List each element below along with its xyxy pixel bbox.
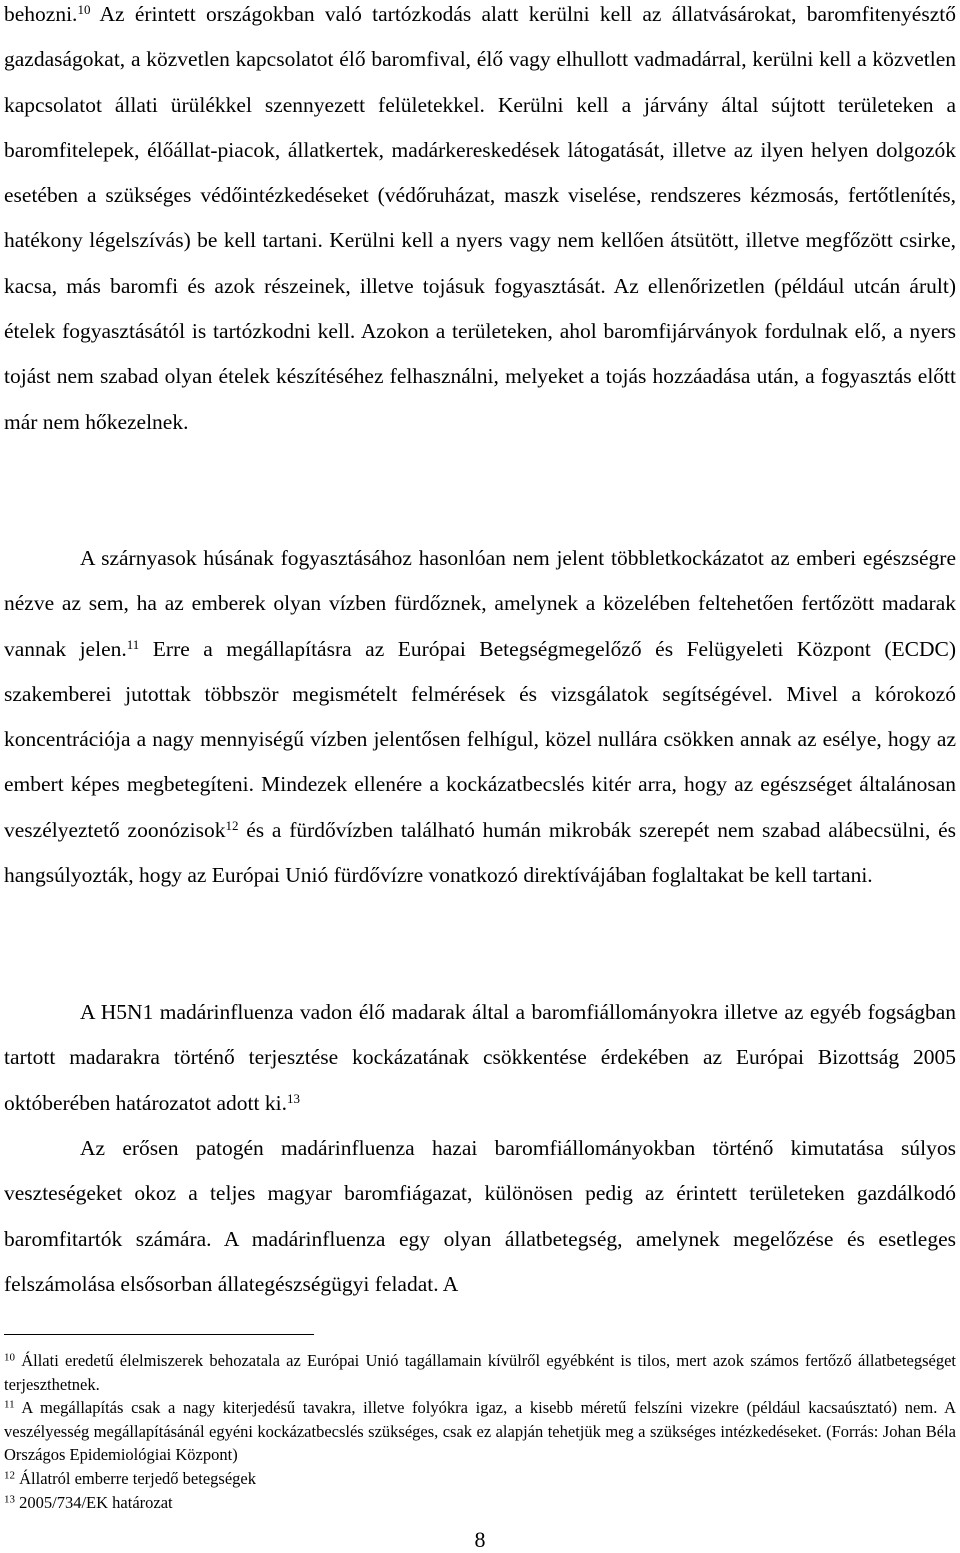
- paragraph-1: [4, 0, 956, 445]
- footnote-text: Állatról emberre terjedő betegségek: [15, 1469, 256, 1488]
- footnote-12: [4, 1467, 956, 1491]
- footnote-11: [4, 1396, 956, 1467]
- footnote-number: 13: [4, 1493, 15, 1506]
- footnote-ref-10[interactable]: 10: [77, 1, 91, 17]
- paragraph-4: [4, 1126, 956, 1307]
- paragraph-4-text: Az erősen patogén madárinfluenza hazai baromfiállományokban történő kimutatása súlyos veszteségeket okoz a teljes magyar baromfiágazat, különösen pedig az érintett területeken gazdálkodó baromfitartók számára. A madárinfluenza egy olyan állatbetegség, amelynek megelőzése és esetleges felszámolása elsősorban állategészségügyi feladat. A: [4, 1136, 956, 1296]
- footnote-number: 10: [4, 1351, 15, 1364]
- footnote-text: Állati eredetű élelmiszerek behozatala az Európai Unió tagállamain kívülről egyébként is tilos, mert azok számos fertőző állatbetegséget terjeszthetnek.: [4, 1351, 956, 1394]
- paragraph-2: [4, 536, 956, 898]
- footnote-separator: [4, 1334, 314, 1335]
- paragraph-2-text-b: Erre a megállapításra az Európai Betegségmegelőző és Felügyeleti Központ (ECDC) szakemberei jutottak többször megismételt felmérések és vizsgálatok segítségével. Mivel a kórokozó koncentrációja a nagy mennyiségű vízben jelentősen felhígul, közel nullára csökken annak az esélye, hogy az embert képes megbetegíteni. Mindezek ellenére a kockázatbecslés kitér arra, hogy az egészséget általánosan veszélyeztető zoonózisok: [4, 636, 957, 842]
- footnote-ref-11[interactable]: 11: [126, 636, 140, 652]
- paragraph-2-text-c: és a fürdővízben található humán mikrobák szerepét nem szabad alábecsülni, és hangsúlyozták, hogy az Európai Unió fürdővízre vonatkozó direktívájában foglaltakat be kell tartani.: [4, 817, 956, 888]
- paragraph-3: [4, 990, 956, 1126]
- page-number: 8: [474, 1527, 486, 1552]
- paragraph-2-text-a: A szárnyasok húsának fogyasztásához hasonlóan nem jelent többletkockázatot az emberi egészségre nézve az sem, ha az emberek olyan vízben fürdőznek, amelynek a közelében feltehetően fertőzött madarak vannak jelen.: [4, 546, 956, 661]
- footnote-number: 11: [4, 1398, 15, 1411]
- footnote-text: A megállapítás csak a nagy kiterjedésű tavakra, illetve folyókra igaz, a kisebb méretű felszíni vizekre (például kacsaúsztató) nem. A veszélyesség megállapításánál egyéni kockázatbecslés szükséges, csak ez alapján tehetjük meg a szükséges intézkedéseket. (Forrás: Johan Béla Országos Epidemiológiai Központ): [4, 1398, 956, 1465]
- footnote-10: [4, 1349, 956, 1396]
- footnote-ref-13[interactable]: 13: [286, 1090, 300, 1106]
- footnote-ref-12[interactable]: 12: [225, 817, 239, 833]
- footnote-text: 2005/734/EK határozat: [15, 1493, 173, 1512]
- paragraph-1-text-a: behozni.: [4, 2, 78, 26]
- footnote-number: 12: [4, 1469, 15, 1482]
- footnote-13: [4, 1491, 956, 1515]
- paragraph-3-text: A H5N1 madárinfluenza vadon élő madarak által a baromfiállományokra illetve az egyéb fogságban tartott madarakra történő terjesztése kockázatának csökkentése érdekében az Európai Bizottság 2005 októberében határozatot adott ki.: [4, 1000, 956, 1115]
- paragraph-1-text-b: Az érintett országokban való tartózkodás alatt kerülni kell az állatvásárokat, baromfitenyésztő gazdaságokat, a közvetlen kapcsolatot élő baromfival, élő vagy elhullott vadmadárral, kerülni kell a közvetlen kapcsolatot állati ürülékkel szennyezett felületekkel. Kerülni kell a járvány által sújtott területeken a baromfitelepek, élőállat-piacok, állatkertek, madárkereskedések látogatását, illetve az ilyen helyen dolgozók esetében a szükséges védőintézkedéseket (védőruházat, maszk viselése, rendszeres kézmosás, fertőtlenítés, hatékony légelszívás) be kell tartani. Kerülni kell a nyers vagy nem kellően átsütött, illetve megfőzött csirke, kacsa, más baromfi és azok részeinek, illetve tojásuk fogyasztását. Az ellenőrizetlen (például utcán árult) ételek fogyasztásától is tartózkodni kell. Azokon a területeken, ahol baromfijárványok fordulnak elő, a nyers tojást nem szabad olyan ételek készítéséhez felhasználni, melyeket a tojás hozzáadása után, a fogyasztás előtt már nem hőkezelnek.: [4, 2, 956, 434]
